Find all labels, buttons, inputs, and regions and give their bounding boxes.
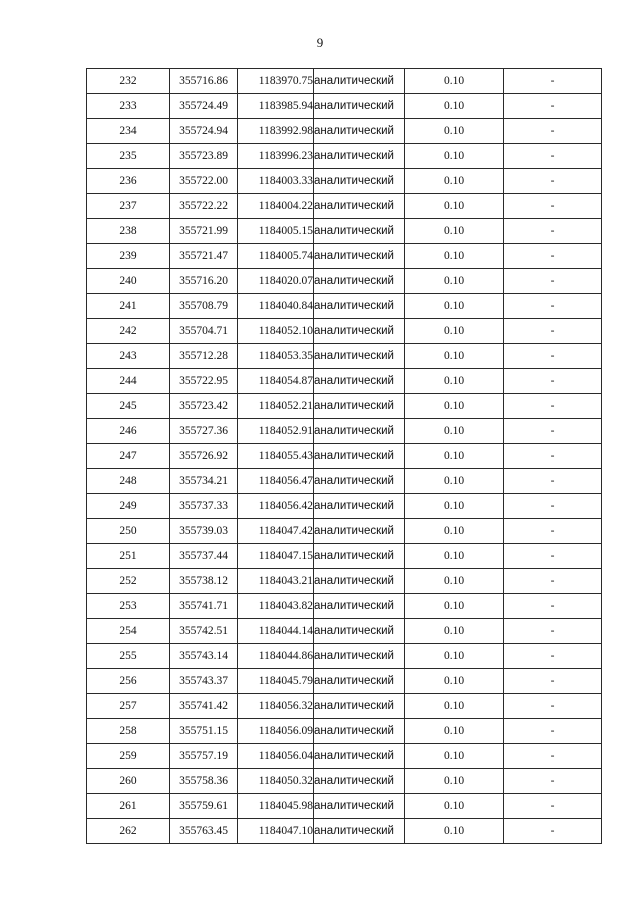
accuracy-cell: 0.10 — [405, 669, 504, 694]
method-cell: аналитический — [314, 319, 405, 344]
accuracy-cell: 0.10 — [405, 594, 504, 619]
table-row — [87, 569, 602, 594]
point-number-cell: 236 — [87, 169, 170, 194]
point-number-cell: 245 — [87, 394, 170, 419]
method-cell: аналитический — [314, 744, 405, 769]
note-cell: - — [504, 119, 602, 144]
method-cell: аналитический — [314, 569, 405, 594]
point-number-cell: 258 — [87, 719, 170, 744]
accuracy-cell: 0.10 — [405, 94, 504, 119]
accuracy-cell: 0.10 — [405, 319, 504, 344]
coordinate-y-cell: 1184050.32 — [238, 769, 314, 794]
accuracy-cell: 0.10 — [405, 569, 504, 594]
table-row — [87, 219, 602, 244]
coordinate-x-cell: 355737.33 — [170, 494, 238, 519]
accuracy-cell: 0.10 — [405, 294, 504, 319]
coordinate-x-cell: 355738.12 — [170, 569, 238, 594]
method-cell: аналитический — [314, 144, 405, 169]
coordinate-y-cell: 1184056.32 — [238, 694, 314, 719]
method-cell: аналитический — [314, 269, 405, 294]
coordinates-table-body — [87, 69, 602, 844]
accuracy-cell: 0.10 — [405, 519, 504, 544]
note-cell: - — [504, 444, 602, 469]
method-cell: аналитический — [314, 594, 405, 619]
coordinate-x-cell: 355743.14 — [170, 644, 238, 669]
method-cell: аналитический — [314, 69, 405, 94]
accuracy-cell: 0.10 — [405, 444, 504, 469]
note-cell: - — [504, 169, 602, 194]
table-row — [87, 769, 602, 794]
point-number-cell: 232 — [87, 69, 170, 94]
coordinate-y-cell: 1184045.79 — [238, 669, 314, 694]
coordinate-x-cell: 355724.49 — [170, 94, 238, 119]
point-number-cell: 259 — [87, 744, 170, 769]
table-row — [87, 294, 602, 319]
note-cell: - — [504, 694, 602, 719]
point-number-cell: 249 — [87, 494, 170, 519]
coordinate-x-cell: 355741.71 — [170, 594, 238, 619]
point-number-cell: 253 — [87, 594, 170, 619]
table-row — [87, 669, 602, 694]
coordinate-x-cell: 355721.99 — [170, 219, 238, 244]
accuracy-cell: 0.10 — [405, 794, 504, 819]
method-cell: аналитический — [314, 644, 405, 669]
point-number-cell: 240 — [87, 269, 170, 294]
accuracy-cell: 0.10 — [405, 469, 504, 494]
table-row — [87, 269, 602, 294]
point-number-cell: 235 — [87, 144, 170, 169]
coordinates-table — [86, 68, 602, 844]
coordinate-y-cell: 1184044.14 — [238, 619, 314, 644]
table-row — [87, 719, 602, 744]
accuracy-cell: 0.10 — [405, 244, 504, 269]
method-cell: аналитический — [314, 469, 405, 494]
point-number-cell: 246 — [87, 419, 170, 444]
method-cell: аналитический — [314, 444, 405, 469]
point-number-cell: 241 — [87, 294, 170, 319]
method-cell: аналитический — [314, 194, 405, 219]
coordinate-x-cell: 355708.79 — [170, 294, 238, 319]
coordinate-x-cell: 355757.19 — [170, 744, 238, 769]
coordinate-x-cell: 355716.86 — [170, 69, 238, 94]
note-cell: - — [504, 344, 602, 369]
point-number-cell: 247 — [87, 444, 170, 469]
note-cell: - — [504, 644, 602, 669]
note-cell: - — [504, 769, 602, 794]
note-cell: - — [504, 94, 602, 119]
method-cell: аналитический — [314, 544, 405, 569]
accuracy-cell: 0.10 — [405, 769, 504, 794]
point-number-cell: 234 — [87, 119, 170, 144]
accuracy-cell: 0.10 — [405, 69, 504, 94]
note-cell: - — [504, 219, 602, 244]
method-cell: аналитический — [314, 119, 405, 144]
accuracy-cell: 0.10 — [405, 819, 504, 844]
table-row — [87, 794, 602, 819]
method-cell: аналитический — [314, 819, 405, 844]
table-row — [87, 519, 602, 544]
coordinate-x-cell: 355751.15 — [170, 719, 238, 744]
method-cell: аналитический — [314, 369, 405, 394]
accuracy-cell: 0.10 — [405, 619, 504, 644]
accuracy-cell: 0.10 — [405, 744, 504, 769]
point-number-cell: 262 — [87, 819, 170, 844]
accuracy-cell: 0.10 — [405, 119, 504, 144]
point-number-cell: 238 — [87, 219, 170, 244]
point-number-cell: 243 — [87, 344, 170, 369]
coordinate-y-cell: 1184052.10 — [238, 319, 314, 344]
coordinate-y-cell: 1183985.94 — [238, 94, 314, 119]
method-cell: аналитический — [314, 394, 405, 419]
coordinate-x-cell: 355723.89 — [170, 144, 238, 169]
accuracy-cell: 0.10 — [405, 369, 504, 394]
coordinate-x-cell: 355726.92 — [170, 444, 238, 469]
coordinate-x-cell: 355742.51 — [170, 619, 238, 644]
coordinate-y-cell: 1184056.09 — [238, 719, 314, 744]
coordinate-y-cell: 1184004.22 — [238, 194, 314, 219]
table-row — [87, 594, 602, 619]
note-cell: - — [504, 744, 602, 769]
table-row — [87, 94, 602, 119]
accuracy-cell: 0.10 — [405, 719, 504, 744]
table-row — [87, 244, 602, 269]
point-number-cell: 254 — [87, 619, 170, 644]
coordinate-y-cell: 1184005.15 — [238, 219, 314, 244]
table-row — [87, 144, 602, 169]
table-row — [87, 119, 602, 144]
coordinate-x-cell: 355759.61 — [170, 794, 238, 819]
note-cell: - — [504, 619, 602, 644]
coordinate-x-cell: 355712.28 — [170, 344, 238, 369]
point-number-cell: 237 — [87, 194, 170, 219]
coordinate-x-cell: 355734.21 — [170, 469, 238, 494]
point-number-cell: 261 — [87, 794, 170, 819]
accuracy-cell: 0.10 — [405, 219, 504, 244]
point-number-cell: 252 — [87, 569, 170, 594]
coordinate-y-cell: 1184043.82 — [238, 594, 314, 619]
note-cell: - — [504, 794, 602, 819]
accuracy-cell: 0.10 — [405, 544, 504, 569]
coordinate-x-cell: 355722.00 — [170, 169, 238, 194]
table-row — [87, 744, 602, 769]
note-cell: - — [504, 194, 602, 219]
coordinate-y-cell: 1184047.10 — [238, 819, 314, 844]
coordinate-y-cell: 1183970.75 — [238, 69, 314, 94]
coordinate-x-cell: 355723.42 — [170, 394, 238, 419]
coordinate-y-cell: 1184005.74 — [238, 244, 314, 269]
note-cell: - — [504, 69, 602, 94]
table-row — [87, 444, 602, 469]
method-cell: аналитический — [314, 719, 405, 744]
coordinate-y-cell: 1184044.86 — [238, 644, 314, 669]
note-cell: - — [504, 519, 602, 544]
coordinate-y-cell: 1184053.35 — [238, 344, 314, 369]
coordinate-y-cell: 1184056.04 — [238, 744, 314, 769]
point-number-cell: 251 — [87, 544, 170, 569]
note-cell: - — [504, 669, 602, 694]
coordinate-x-cell: 355741.42 — [170, 694, 238, 719]
table-row — [87, 69, 602, 94]
table-row — [87, 469, 602, 494]
method-cell: аналитический — [314, 494, 405, 519]
note-cell: - — [504, 244, 602, 269]
point-number-cell: 257 — [87, 694, 170, 719]
table-row — [87, 694, 602, 719]
method-cell: аналитический — [314, 94, 405, 119]
coordinate-x-cell: 355743.37 — [170, 669, 238, 694]
coordinate-x-cell: 355724.94 — [170, 119, 238, 144]
method-cell: аналитический — [314, 794, 405, 819]
accuracy-cell: 0.10 — [405, 194, 504, 219]
accuracy-cell: 0.10 — [405, 419, 504, 444]
coordinate-y-cell: 1184052.91 — [238, 419, 314, 444]
table-row — [87, 419, 602, 444]
coordinate-y-cell: 1184054.87 — [238, 369, 314, 394]
note-cell: - — [504, 294, 602, 319]
table-row — [87, 494, 602, 519]
coordinate-y-cell: 1184052.21 — [238, 394, 314, 419]
coordinate-x-cell: 355737.44 — [170, 544, 238, 569]
coordinate-x-cell: 355716.20 — [170, 269, 238, 294]
coordinate-x-cell: 355722.95 — [170, 369, 238, 394]
accuracy-cell: 0.10 — [405, 269, 504, 294]
coordinate-y-cell: 1184040.84 — [238, 294, 314, 319]
coordinate-x-cell: 355727.36 — [170, 419, 238, 444]
accuracy-cell: 0.10 — [405, 169, 504, 194]
method-cell: аналитический — [314, 169, 405, 194]
coordinate-x-cell: 355758.36 — [170, 769, 238, 794]
table-row — [87, 819, 602, 844]
method-cell: аналитический — [314, 769, 405, 794]
method-cell: аналитический — [314, 344, 405, 369]
method-cell: аналитический — [314, 694, 405, 719]
table-row — [87, 344, 602, 369]
coordinate-y-cell: 1183992.98 — [238, 119, 314, 144]
note-cell: - — [504, 469, 602, 494]
note-cell: - — [504, 494, 602, 519]
table-row — [87, 319, 602, 344]
accuracy-cell: 0.10 — [405, 344, 504, 369]
coordinate-y-cell: 1184056.42 — [238, 494, 314, 519]
coordinate-x-cell: 355704.71 — [170, 319, 238, 344]
point-number-cell: 239 — [87, 244, 170, 269]
point-number-cell: 233 — [87, 94, 170, 119]
point-number-cell: 248 — [87, 469, 170, 494]
note-cell: - — [504, 144, 602, 169]
method-cell: аналитический — [314, 419, 405, 444]
note-cell: - — [504, 394, 602, 419]
coordinate-y-cell: 1184055.43 — [238, 444, 314, 469]
coordinate-y-cell: 1184056.47 — [238, 469, 314, 494]
note-cell: - — [504, 569, 602, 594]
table-row — [87, 194, 602, 219]
table-row — [87, 619, 602, 644]
method-cell: аналитический — [314, 244, 405, 269]
note-cell: - — [504, 369, 602, 394]
coordinate-y-cell: 1184020.07 — [238, 269, 314, 294]
coordinate-x-cell: 355722.22 — [170, 194, 238, 219]
coordinate-x-cell: 355763.45 — [170, 819, 238, 844]
accuracy-cell: 0.10 — [405, 694, 504, 719]
accuracy-cell: 0.10 — [405, 144, 504, 169]
table-row — [87, 369, 602, 394]
coordinate-y-cell: 1183996.23 — [238, 144, 314, 169]
table-row — [87, 644, 602, 669]
accuracy-cell: 0.10 — [405, 494, 504, 519]
note-cell: - — [504, 719, 602, 744]
note-cell: - — [504, 594, 602, 619]
method-cell: аналитический — [314, 519, 405, 544]
table-row — [87, 394, 602, 419]
method-cell: аналитический — [314, 669, 405, 694]
method-cell: аналитический — [314, 219, 405, 244]
point-number-cell: 250 — [87, 519, 170, 544]
method-cell: аналитический — [314, 294, 405, 319]
table-row — [87, 544, 602, 569]
point-number-cell: 255 — [87, 644, 170, 669]
table-row — [87, 169, 602, 194]
coordinate-y-cell: 1184045.98 — [238, 794, 314, 819]
point-number-cell: 256 — [87, 669, 170, 694]
point-number-cell: 244 — [87, 369, 170, 394]
accuracy-cell: 0.10 — [405, 644, 504, 669]
coordinate-y-cell: 1184043.21 — [238, 569, 314, 594]
coordinate-y-cell: 1184003.33 — [238, 169, 314, 194]
coordinate-y-cell: 1184047.42 — [238, 519, 314, 544]
note-cell: - — [504, 819, 602, 844]
coordinate-y-cell: 1184047.15 — [238, 544, 314, 569]
note-cell: - — [504, 419, 602, 444]
method-cell: аналитический — [314, 619, 405, 644]
point-number-cell: 260 — [87, 769, 170, 794]
point-number-cell: 242 — [87, 319, 170, 344]
coordinate-x-cell: 355721.47 — [170, 244, 238, 269]
note-cell: - — [504, 269, 602, 294]
page-number: 9 — [316, 35, 324, 50]
note-cell: - — [504, 544, 602, 569]
coordinate-x-cell: 355739.03 — [170, 519, 238, 544]
note-cell: - — [504, 319, 602, 344]
accuracy-cell: 0.10 — [405, 394, 504, 419]
